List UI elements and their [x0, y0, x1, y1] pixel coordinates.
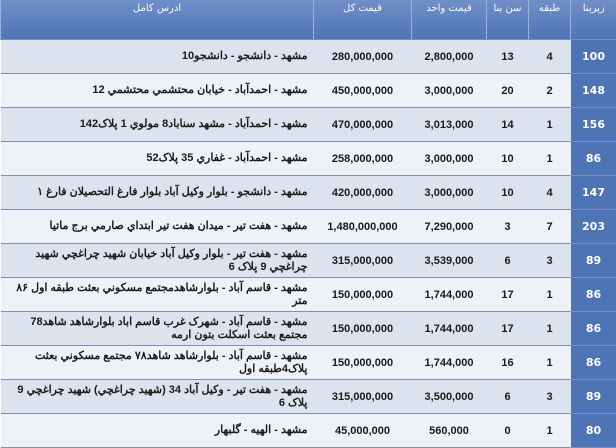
- cell-total-price: 280,000,000: [314, 40, 412, 74]
- cell-unit-price: 1,744,000: [412, 278, 487, 312]
- table-header: [1, 0, 616, 40]
- cell-floor: 3: [529, 244, 571, 278]
- cell-address: مشهد - قاسم آباد - بلوارشاهدمجتمع مسكوني بعثت طبقه اول ۸۶ متر: [1, 278, 314, 312]
- cell-unit-price: 7,290,000: [412, 210, 487, 244]
- cell-address: مشهد - دانشجو - دانشجو10: [1, 40, 314, 74]
- cell-floor: 4: [529, 176, 571, 210]
- table-row: [1, 210, 616, 244]
- table-row: [1, 312, 616, 346]
- cell-area: 203: [571, 210, 616, 244]
- cell-address: مشهد - هفت تير - وكيل آباد 34 (شهيد چراغچي) شهيد چراغچي 9 پلاک 6: [1, 380, 314, 414]
- cell-unit-price: 3,500,000: [412, 380, 487, 414]
- cell-address: مشهد - الهيه - گلبهار: [1, 414, 314, 448]
- cell-area: 80: [571, 414, 616, 448]
- cell-age: 6: [487, 244, 529, 278]
- cell-age: 10: [487, 142, 529, 176]
- cell-total-price: 315,000,000: [314, 244, 412, 278]
- table-row: [1, 346, 616, 380]
- cell-area: 86: [571, 346, 616, 380]
- cell-total-price: 450,000,000: [314, 74, 412, 108]
- table-row: [1, 176, 616, 210]
- cell-area: 89: [571, 380, 616, 414]
- table-row: [1, 108, 616, 142]
- cell-unit-price: 1,744,000: [412, 346, 487, 380]
- header-unit-price: قيمت واحد: [412, 0, 487, 40]
- cell-area: 86: [571, 312, 616, 346]
- cell-age: 17: [487, 312, 529, 346]
- cell-unit-price: 3,013,000: [412, 108, 487, 142]
- cell-floor: 1: [529, 108, 571, 142]
- cell-floor: 1: [529, 346, 571, 380]
- cell-address: مشهد - هفت تير - ميدان هفت تير ابتداي صارمي برج ماتيا: [1, 210, 314, 244]
- cell-area: 86: [571, 278, 616, 312]
- cell-unit-price: 2,800,000: [412, 40, 487, 74]
- cell-floor: 1: [529, 414, 571, 448]
- table-row: [1, 142, 616, 176]
- cell-area: 86: [571, 142, 616, 176]
- cell-address: مشهد - دانشجو - بلوار وكيل آباد بلوار فارغ التحصيلان فارغ ۱: [1, 176, 314, 210]
- table-row: [1, 244, 616, 278]
- cell-age: 0: [487, 414, 529, 448]
- header-age: سن بنا: [487, 0, 529, 40]
- table-row: [1, 278, 616, 312]
- cell-total-price: 45,000,000: [314, 414, 412, 448]
- cell-floor: 1: [529, 312, 571, 346]
- cell-total-price: 1,480,000,000: [314, 210, 412, 244]
- cell-unit-price: 3,000,000: [412, 74, 487, 108]
- cell-age: 6: [487, 380, 529, 414]
- table-row: [1, 74, 616, 108]
- cell-total-price: 258,000,000: [314, 142, 412, 176]
- cell-floor: 1: [529, 278, 571, 312]
- cell-address: مشهد - احمدآباد - مشهد سناباد8 مولوي 1 پلاک142: [1, 108, 314, 142]
- cell-age: 3: [487, 210, 529, 244]
- cell-total-price: 150,000,000: [314, 346, 412, 380]
- cell-unit-price: 3,000,000: [412, 176, 487, 210]
- header-floor: طبقه: [529, 0, 571, 40]
- cell-floor: 1: [529, 142, 571, 176]
- cell-address: مشهد - احمدآباد - خيابان محتشمي محتشمي 12: [1, 74, 314, 108]
- cell-area: 100: [571, 40, 616, 74]
- table-row: [1, 380, 616, 414]
- cell-address: مشهد - قاسم آباد - شهرک غرب قاسم اباد بلوارشاهد شاهد78 مجتمع بعثت اسكلت بتون ارمه: [1, 312, 314, 346]
- table-body: [1, 40, 616, 448]
- cell-floor: 2: [529, 74, 571, 108]
- cell-floor: 7: [529, 210, 571, 244]
- cell-address: مشهد - قاسم آباد - بلوارشاهد شاهد۷۸ مجتمع مسكوني بعثت پلاک4طبقه اول: [1, 346, 314, 380]
- header-total-price: قيمت كل: [314, 0, 412, 40]
- header-row: [1, 0, 616, 40]
- cell-total-price: 470,000,000: [314, 108, 412, 142]
- cell-floor: 4: [529, 40, 571, 74]
- cell-floor: 3: [529, 380, 571, 414]
- cell-unit-price: 560,000: [412, 414, 487, 448]
- header-area: زيربنا: [571, 0, 616, 40]
- cell-area: 147: [571, 176, 616, 210]
- cell-total-price: 315,000,000: [314, 380, 412, 414]
- cell-age: 10: [487, 176, 529, 210]
- cell-age: 16: [487, 346, 529, 380]
- cell-age: 20: [487, 74, 529, 108]
- cell-area: 89: [571, 244, 616, 278]
- cell-area: 148: [571, 74, 616, 108]
- cell-area: 156: [571, 108, 616, 142]
- cell-address: مشهد - احمدآباد - غفاري 35 پلاک52: [1, 142, 314, 176]
- cell-unit-price: 1,744,000: [412, 312, 487, 346]
- cell-total-price: 150,000,000: [314, 278, 412, 312]
- cell-total-price: 420,000,000: [314, 176, 412, 210]
- cell-unit-price: 3,000,000: [412, 142, 487, 176]
- cell-age: 14: [487, 108, 529, 142]
- cell-unit-price: 3,539,000: [412, 244, 487, 278]
- table-row: [1, 414, 616, 448]
- cell-age: 13: [487, 40, 529, 74]
- header-address: ادرس كامل: [1, 0, 314, 40]
- cell-age: 17: [487, 278, 529, 312]
- table-row: [1, 40, 616, 74]
- cell-address: مشهد - هفت تير - بلوار وكيل آباد خيابان شهيد چراغچي شهيد چراغچي 9 پلاک 6: [1, 244, 314, 278]
- cell-total-price: 150,000,000: [314, 312, 412, 346]
